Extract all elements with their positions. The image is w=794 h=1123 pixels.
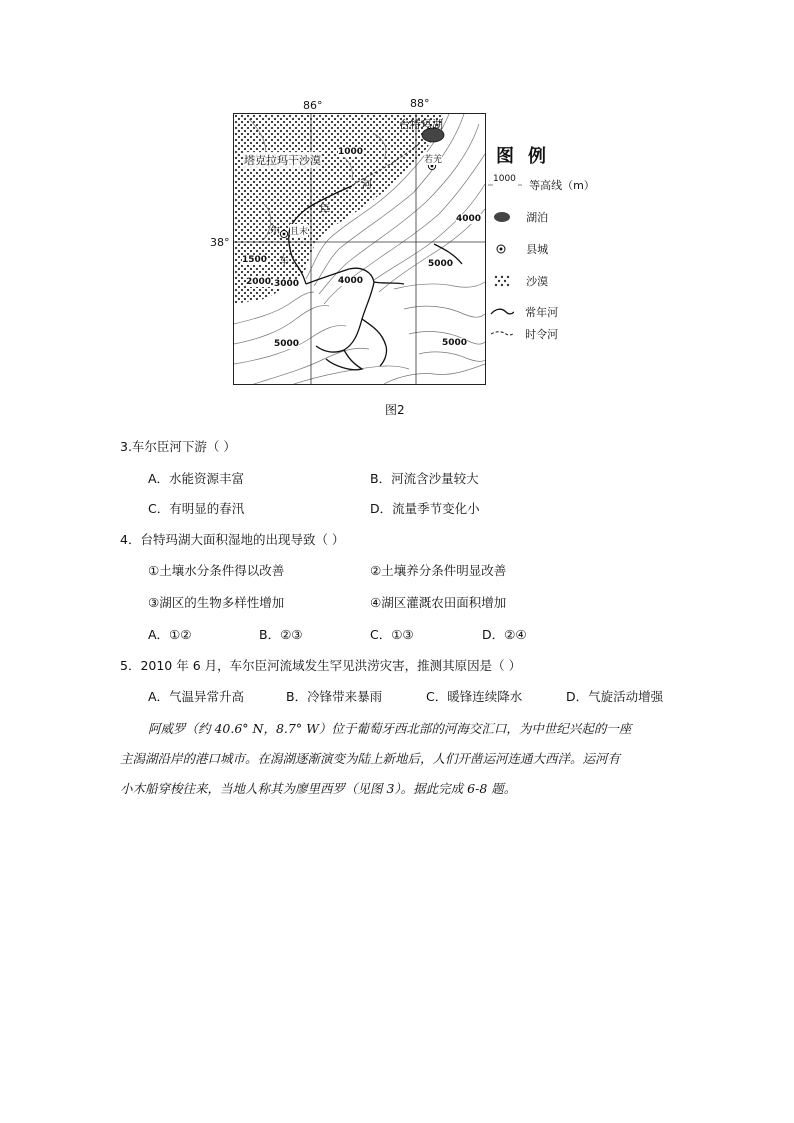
legend-seasonal-river <box>490 323 558 342</box>
legend-perennial-river <box>490 301 558 320</box>
county-town-qiemo <box>280 230 287 237</box>
river-label-er: 尔 <box>270 226 280 237</box>
legend-lake-label: 湖泊 <box>526 211 549 224</box>
question-5-stem: 5．2010 年 6 月，车尔臣河流域发生罕见洪涝灾害，推测其原因是（ ） <box>120 658 522 673</box>
river-label-che: 车 <box>279 256 289 267</box>
figure-caption: 图2 <box>385 403 405 417</box>
question-4-statement-2: ②土壤养分条件明显改善 <box>370 563 507 578</box>
lake-label: 台特玛湖 <box>399 118 443 131</box>
county-label-qiemo: 且末 <box>290 224 308 237</box>
seasonal-river-icon <box>490 328 514 340</box>
river-label-chen: 臣 <box>320 204 330 215</box>
legend-title: 图例 <box>496 146 560 167</box>
question-4-statement-3: ③湖区的生物多样性增加 <box>148 595 285 610</box>
question-3-option-b[interactable]: B．河流含沙量较大 <box>370 471 479 486</box>
question-3-option-a[interactable]: A．水能资源丰富 <box>148 471 245 486</box>
perennial-river-icon <box>490 306 514 318</box>
question-5-option-c[interactable]: C．暖锋连续降水 <box>426 689 523 704</box>
legend-county-label: 县城 <box>526 243 549 256</box>
passage-line-2: 主潟湖沿岸的港口城市。在潟湖逐渐演变为陆上新地后，人们开凿运河连通大西洋。运河有 <box>120 751 621 766</box>
contour-label-5000-west: 5000 <box>274 339 300 349</box>
question-4-stem: 4．台特玛湖大面积湿地的出现导致（ ） <box>120 532 345 547</box>
county-label-ruoqiang: 若羌 <box>424 152 442 165</box>
legend-lake <box>493 206 548 225</box>
contour-label-2000: 2000 <box>246 277 272 287</box>
river-label-he: 河 <box>362 180 372 191</box>
topographic-map <box>233 113 486 385</box>
question-4-option-a[interactable]: A．①② <box>148 627 192 642</box>
question-5-option-d[interactable]: D．气旋活动增强 <box>566 689 664 704</box>
passage-line-1: 阿威罗（约 40.6° N，8.7° W）位于葡萄牙西北部的河海交汇口，为中世纪兴起的一座 <box>148 721 632 736</box>
question-3-option-c[interactable]: C．有明显的春汛 <box>148 501 245 516</box>
question-4-option-d[interactable]: D．②④ <box>482 627 527 642</box>
passage-line-3: 小木船穿梭往来，当地人称其为廖里西罗（见图 3）。据此完成 6-8 题。 <box>120 781 517 796</box>
contour-label-1000: 1000 <box>338 147 364 157</box>
legend-contour <box>488 174 595 193</box>
longitude-label-86: 86° <box>303 99 323 112</box>
question-4-option-c[interactable]: C．①③ <box>370 627 414 642</box>
lake-icon <box>493 211 513 223</box>
desert-dots-icon <box>493 274 513 288</box>
contour-label-4000-central: 4000 <box>338 276 364 286</box>
legend-contour-label: 等高线（m） <box>529 179 595 192</box>
question-4-option-b[interactable]: B．②③ <box>259 627 303 642</box>
question-5-option-b[interactable]: B．冷锋带来暴雨 <box>286 689 383 704</box>
contour-label-4000-east: 4000 <box>456 214 482 224</box>
legend-perennial-label: 常年河 <box>525 306 559 319</box>
contour-label-1500: 1500 <box>242 255 268 265</box>
question-3-option-d[interactable]: D．流量季节变化小 <box>370 501 480 516</box>
contour-label-3000: 3000 <box>274 279 300 289</box>
legend-seasonal-label: 时令河 <box>525 328 559 341</box>
question-5-option-a[interactable]: A．气温异常升高 <box>148 689 245 704</box>
county-town-icon <box>493 243 513 255</box>
question-4-statement-1: ①土壤水分条件得以改善 <box>148 563 285 578</box>
longitude-label-88: 88° <box>410 97 430 110</box>
contour-sample-label: 1000 <box>493 174 516 184</box>
legend-desert <box>493 270 548 289</box>
question-3-stem: 3.车尔臣河下游（ ） <box>120 439 236 454</box>
question-4-statement-4: ④湖区灌溉农田面积增加 <box>370 595 507 610</box>
legend-county <box>493 238 548 257</box>
latitude-label-38: 38° <box>210 236 230 249</box>
desert-label: 塔克拉玛干沙漠 <box>244 154 321 167</box>
legend-desert-label: 沙漠 <box>526 275 549 288</box>
contour-label-5000-southeast: 5000 <box>442 338 468 348</box>
contour-label-5000-east: 5000 <box>428 259 454 269</box>
